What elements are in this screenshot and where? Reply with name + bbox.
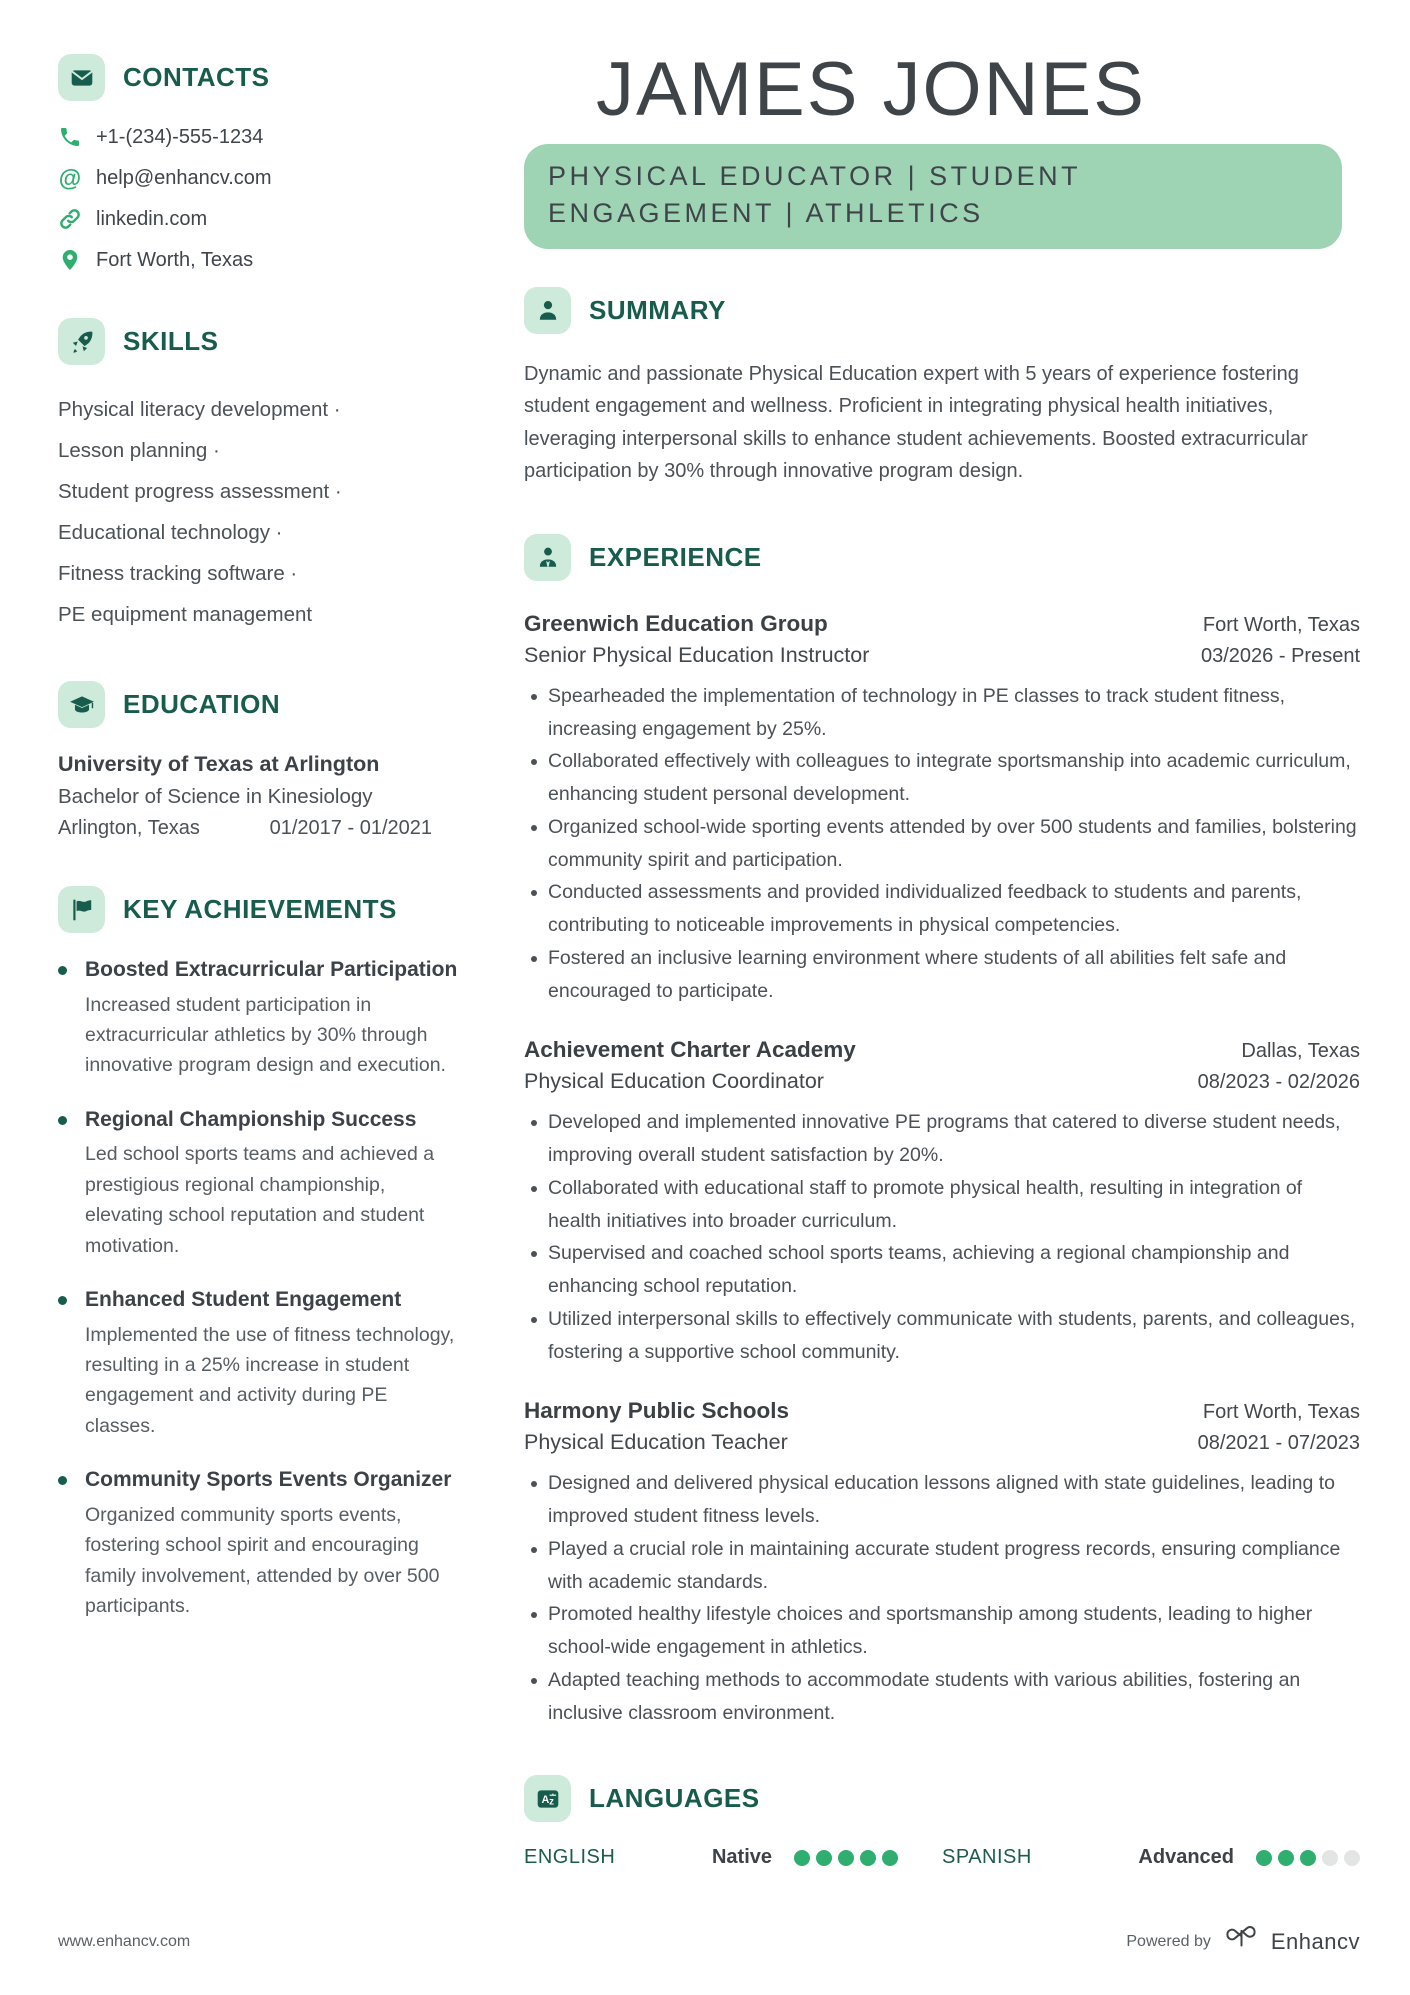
bullet-dot bbox=[58, 1296, 67, 1305]
education-dates: 01/2017 - 01/2021 bbox=[269, 817, 432, 839]
phone-number: +1-(234)-555-1234 bbox=[96, 125, 264, 148]
job-company: Greenwich Education Group bbox=[524, 610, 828, 636]
skill-item: Student progress assessment · bbox=[58, 480, 342, 503]
education-section bbox=[58, 681, 460, 840]
bullet-dot bbox=[58, 1116, 67, 1125]
skills-heading: SKILLS bbox=[123, 326, 219, 356]
job-dates: 08/2021 - 07/2023 bbox=[1197, 1432, 1360, 1455]
job-location: Dallas, Texas bbox=[1241, 1040, 1360, 1063]
job-bullet: Promoted healthy lifestyle choices and sportsmanship among students, leading to higher school-wide engagement in athletics. bbox=[524, 1598, 1360, 1664]
achievement-item bbox=[58, 1467, 460, 1621]
language-item bbox=[942, 1846, 1360, 1869]
job-dates: 08/2023 - 02/2026 bbox=[1197, 1071, 1360, 1094]
experience-heading: EXPERIENCE bbox=[589, 541, 762, 572]
contact-phone[interactable] bbox=[58, 125, 460, 149]
education-degree: Bachelor of Science in Kinesiology bbox=[58, 785, 373, 808]
candidate-name: JAMES JONES bbox=[596, 47, 1146, 132]
skill-item: Physical literacy development · bbox=[58, 398, 341, 421]
link-icon bbox=[58, 207, 82, 231]
email-address: help@enhancv.com bbox=[96, 166, 272, 189]
achievements-heading: KEY ACHIEVEMENTS bbox=[123, 894, 397, 924]
header-block bbox=[524, 47, 1360, 249]
education-school: University of Texas at Arlington bbox=[58, 752, 380, 776]
job-bullet: Supervised and coached school sports teams, achieving a regional championship and enhancing school reputation. bbox=[524, 1237, 1360, 1303]
achievements-section bbox=[58, 886, 460, 1622]
envelope-icon bbox=[58, 54, 105, 101]
job-bullet: Conducted assessments and provided individualized feedback to students and parents, contributing to noticeable improvements in physical competencies. bbox=[524, 876, 1360, 942]
skill-item: Fitness tracking software · bbox=[58, 562, 298, 585]
job-bullet-list bbox=[524, 680, 1360, 1008]
enhancv-logo-icon bbox=[1221, 1926, 1261, 1957]
job-bullet: Collaborated effectively with colleagues to integrate sportsmanship into academic curriculum, enhancing student personal development. bbox=[524, 745, 1360, 811]
achievement-desc: Led school sports teams and achieved a prestigious regional championship, elevating school reputation and student motivation. bbox=[85, 1143, 435, 1257]
language-proficiency-dots bbox=[1256, 1850, 1360, 1866]
svg-text:A: A bbox=[541, 1793, 549, 1806]
job-bullet: Utilized interpersonal skills to effectively communicate with students, parents, and colleagues, fostering a supportive school community. bbox=[524, 1303, 1360, 1369]
job-role: Senior Physical Education Instructor bbox=[524, 642, 870, 667]
education-heading: EDUCATION bbox=[123, 689, 281, 719]
main-column bbox=[524, 48, 1360, 1869]
achievement-item bbox=[58, 1107, 460, 1261]
job-company: Achievement Charter Academy bbox=[524, 1037, 856, 1063]
job-bullet-list bbox=[524, 1106, 1360, 1368]
job-dates: 03/2026 - Present bbox=[1201, 644, 1360, 667]
contact-location bbox=[58, 248, 460, 272]
achievement-title: Community Sports Events Organizer bbox=[85, 1468, 452, 1492]
contact-linkedin[interactable] bbox=[58, 207, 460, 231]
job-location: Fort Worth, Texas bbox=[1202, 1401, 1360, 1424]
language-level: Advanced bbox=[1138, 1846, 1234, 1869]
job-bullet: Fostered an inclusive learning environment where students of all abilities felt safe and encouraged to participate. bbox=[524, 942, 1360, 1008]
bullet-dot bbox=[58, 1476, 67, 1485]
brand-name: Enhancv bbox=[1270, 1928, 1360, 1954]
summary-section bbox=[524, 287, 1360, 488]
powered-by-label: Powered by bbox=[1126, 1932, 1211, 1950]
contacts-heading: CONTACTS bbox=[123, 62, 270, 92]
language-name: ENGLISH bbox=[524, 1846, 616, 1869]
job-bullet: Developed and implemented innovative PE programs that catered to diverse student needs, improving overall student satisfaction by 20%. bbox=[524, 1106, 1360, 1172]
languages-row bbox=[524, 1846, 1360, 1869]
achievement-desc: Increased student participation in extracurricular athletics by 30% through innovative program design and execution. bbox=[85, 993, 446, 1077]
linkedin-url: linkedin.com bbox=[96, 207, 208, 230]
contact-email[interactable] bbox=[58, 166, 460, 190]
job-entry bbox=[524, 611, 1360, 1008]
language-name: SPANISH bbox=[942, 1846, 1032, 1869]
experience-section bbox=[524, 534, 1360, 1730]
skill-item: Lesson planning · bbox=[58, 439, 220, 462]
achievement-desc: Implemented the use of fitness technology, resulting in a 25% increase in student engagement and activity during PE classes. bbox=[85, 1323, 455, 1437]
person-icon bbox=[524, 287, 571, 334]
summary-text: Dynamic and passionate Physical Education expert with 5 years of experience fostering student engagement and wellness. Proficient in integrating physical health initiatives, leveraging interpersonal skills to enhance student achievements. Boosted extracurricular participation by 30% through innovative program design. bbox=[524, 362, 1308, 483]
education-location: Arlington, Texas bbox=[58, 817, 200, 839]
powered-by-block bbox=[1126, 1926, 1360, 1957]
candidate-title: PHYSICAL EDUCATOR | STUDENT ENGAGEMENT | ATHLETICS bbox=[548, 161, 1081, 229]
skill-item: Educational technology · bbox=[58, 521, 283, 544]
rocket-icon bbox=[58, 318, 105, 365]
svg-text:z: z bbox=[548, 1796, 554, 1808]
contacts-section bbox=[58, 54, 460, 272]
job-company: Harmony Public Schools bbox=[524, 1398, 790, 1424]
language-proficiency-dots bbox=[794, 1850, 898, 1866]
job-role: Physical Education Coordinator bbox=[524, 1069, 824, 1094]
phone-icon bbox=[58, 125, 82, 149]
job-entry bbox=[524, 1037, 1360, 1368]
achievement-title: Boosted Extracurricular Participation bbox=[85, 958, 458, 981]
at-icon: @ bbox=[58, 164, 82, 191]
job-bullet: Organized school-wide sporting events attended by over 500 students and families, bolstering community spirit and participation. bbox=[524, 811, 1360, 877]
job-bullet: Adapted teaching methods to accommodate students with various abilities, fostering an inclusive classroom environment. bbox=[524, 1664, 1360, 1730]
job-bullet: Played a crucial role in maintaining accurate student progress records, ensuring compliance with academic standards. bbox=[524, 1533, 1360, 1599]
sidebar bbox=[58, 48, 460, 1869]
job-role: Physical Education Teacher bbox=[524, 1430, 788, 1455]
title-badge bbox=[524, 144, 1342, 249]
languages-section bbox=[524, 1775, 1360, 1869]
language-level: Native bbox=[711, 1846, 772, 1869]
person-tie-icon bbox=[524, 534, 571, 581]
achievement-item bbox=[58, 1287, 460, 1441]
job-bullet: Collaborated with educational staff to promote physical health, resulting in integration of health initiatives into broader curriculum. bbox=[524, 1172, 1360, 1238]
skill-item: PE equipment management bbox=[58, 603, 313, 626]
footer-url[interactable]: www.enhancv.com bbox=[58, 1932, 191, 1950]
location-text: Fort Worth, Texas bbox=[96, 248, 254, 271]
job-location: Fort Worth, Texas bbox=[1202, 613, 1360, 636]
achievement-item bbox=[58, 957, 460, 1081]
job-entry bbox=[524, 1398, 1360, 1729]
languages-heading: LANGUAGES bbox=[589, 1783, 760, 1814]
location-pin-icon bbox=[58, 248, 82, 272]
translate-icon bbox=[524, 1775, 571, 1822]
achievement-title: Regional Championship Success bbox=[85, 1107, 417, 1131]
job-bullet: Spearheaded the implementation of technology in PE classes to track student fitness, increasing engagement by 25%. bbox=[524, 680, 1360, 746]
job-bullet-list bbox=[524, 1467, 1360, 1729]
flag-icon bbox=[58, 886, 105, 933]
skills-section bbox=[58, 318, 460, 635]
achievement-desc: Organized community sports events, fostering school spirit and encouraging family involvement, attended by over 500 participants. bbox=[85, 1503, 440, 1618]
page-footer bbox=[58, 1926, 1360, 1957]
achievement-title: Enhanced Student Engagement bbox=[85, 1288, 402, 1312]
graduation-cap-icon bbox=[58, 681, 105, 728]
job-bullet: Designed and delivered physical education lessons aligned with state guidelines, leading to improved student fitness levels. bbox=[524, 1467, 1360, 1533]
language-item bbox=[524, 1846, 942, 1869]
bullet-dot bbox=[58, 966, 67, 975]
summary-heading: SUMMARY bbox=[589, 294, 726, 325]
